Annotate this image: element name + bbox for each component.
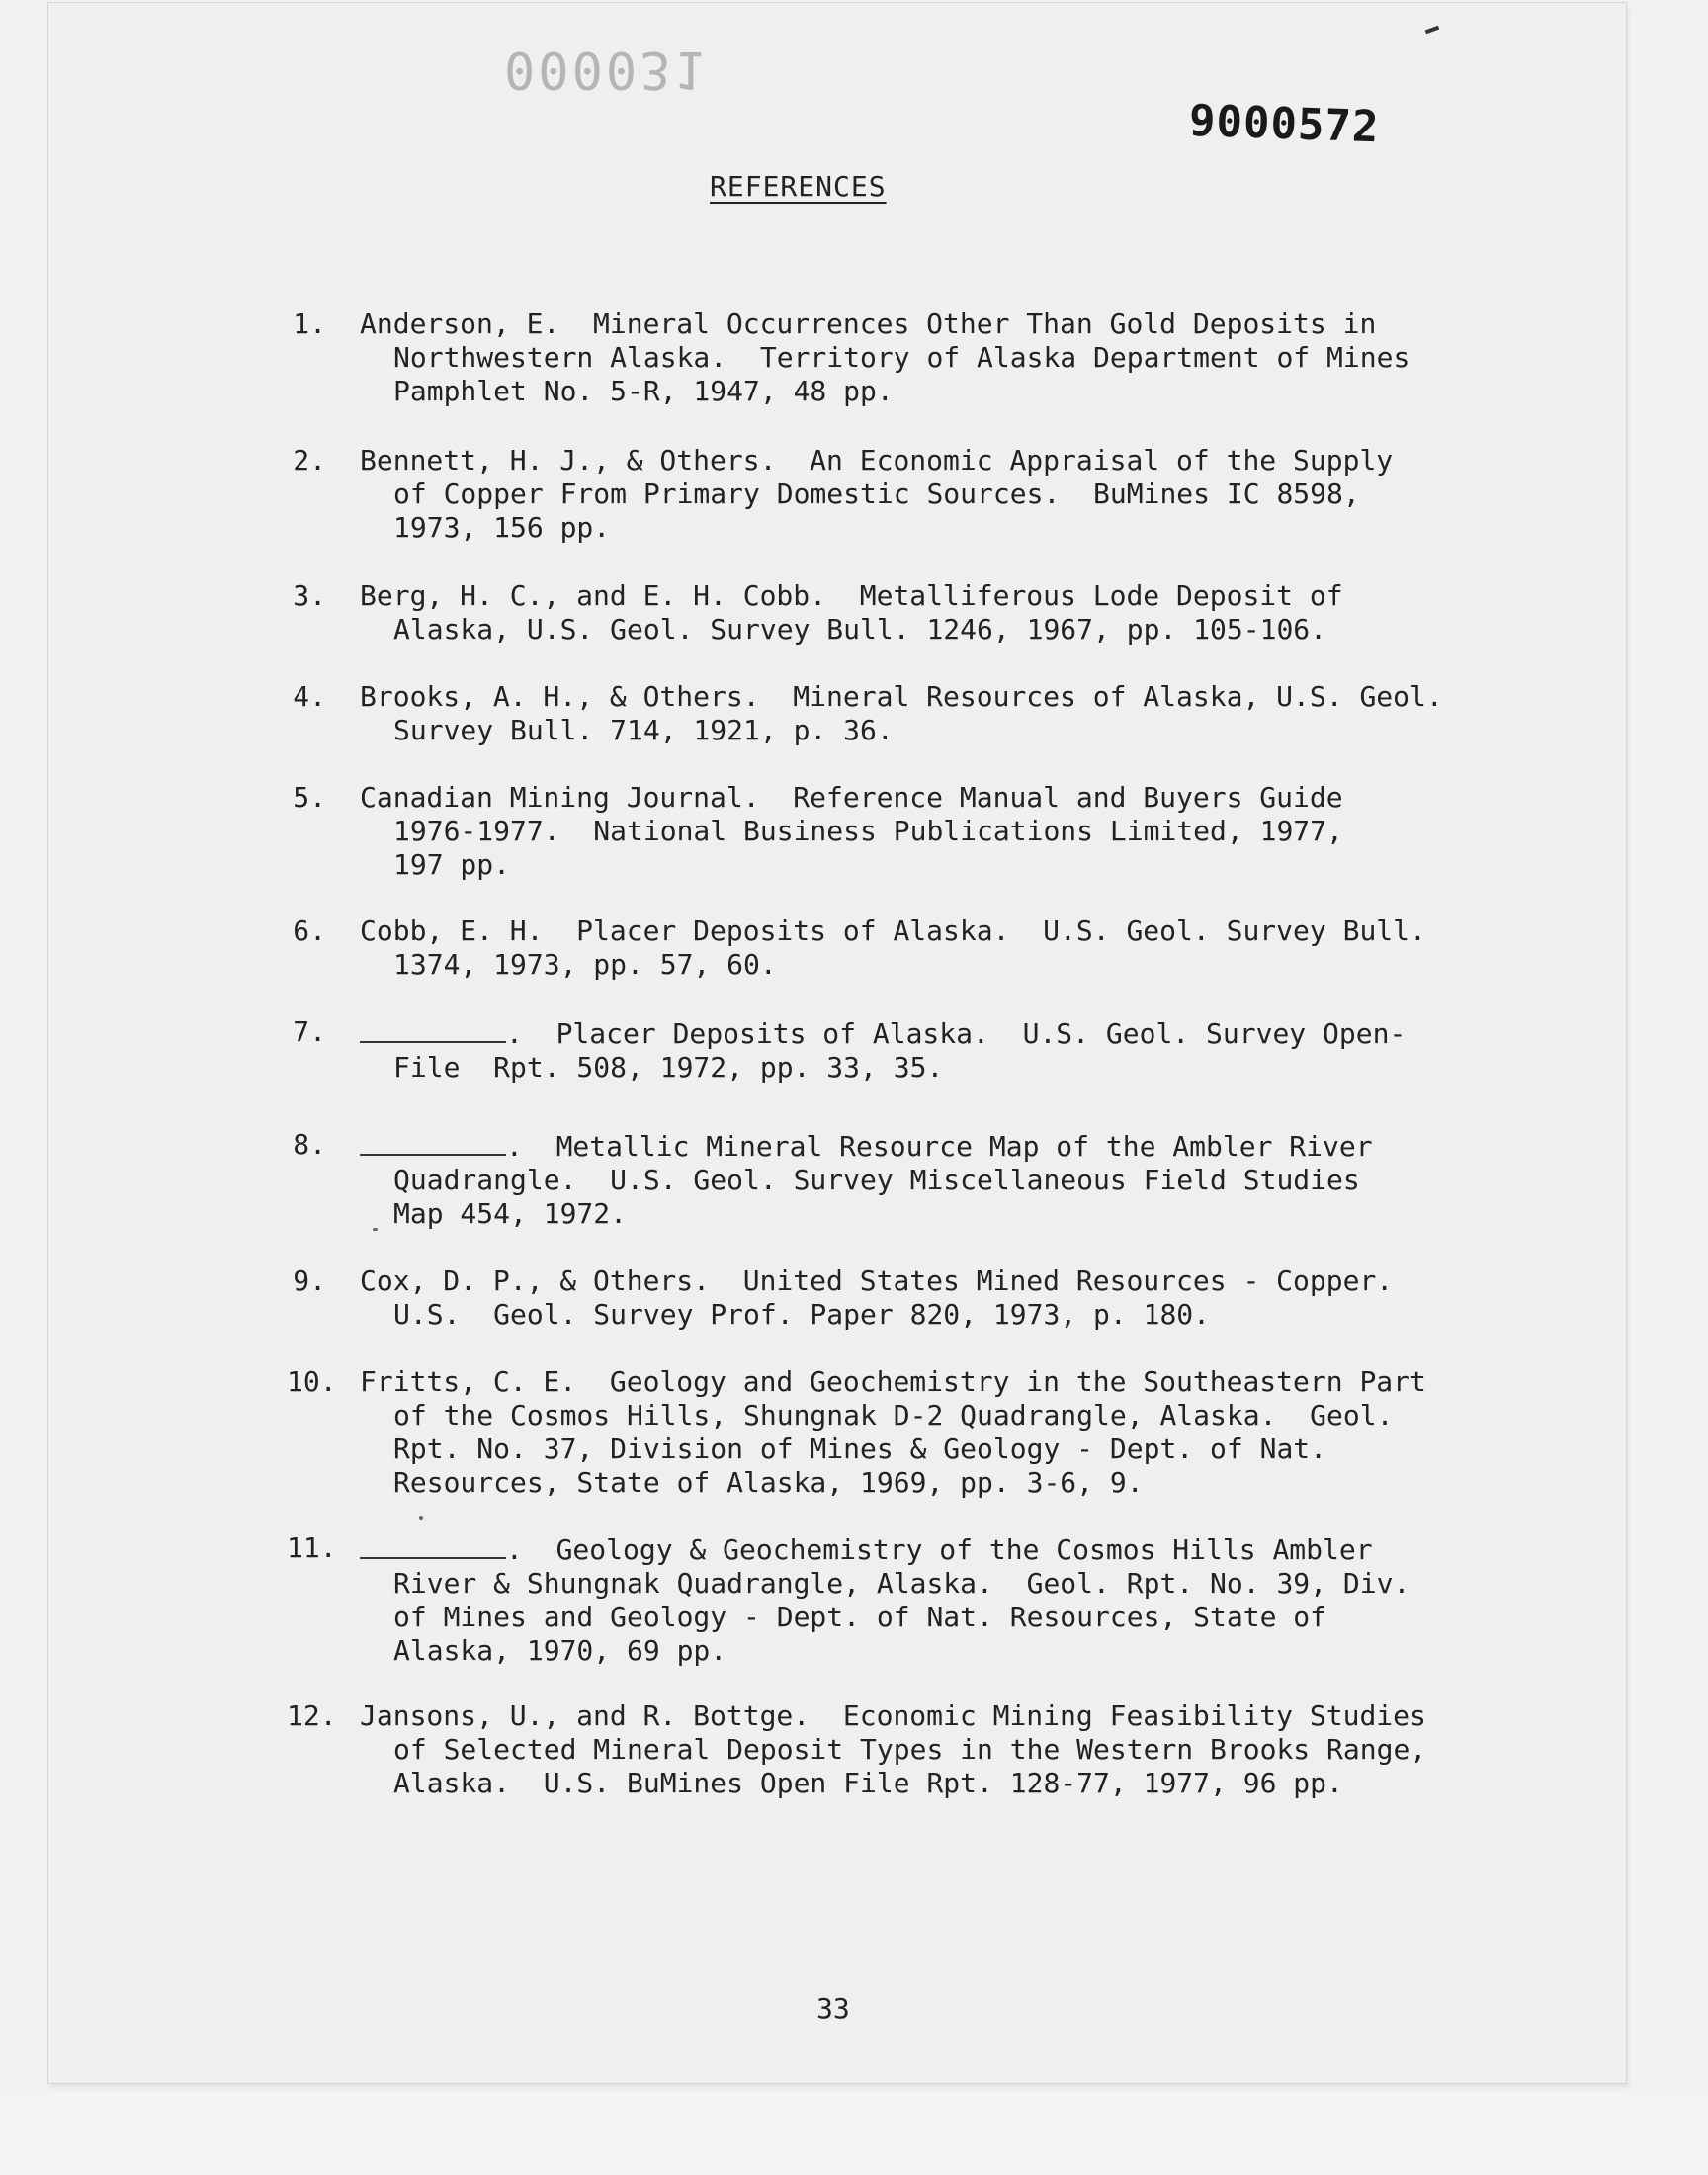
reference-number: 8. [293,1128,326,1161]
reference-line: Fritts, C. E. Geology and Geochemistry in the Southeastern Part [360,1365,1426,1398]
reference-text [360,1365,1506,1500]
reference-text [360,781,1506,882]
reference-line-tail: . Metallic Mineral Resource Map of the Ambler River [506,1130,1373,1163]
reference-line: Alaska. U.S. BuMines Open File Rpt. 128-77, 1977, 96 pp. [393,1767,1343,1799]
reference-number: 4. [293,680,326,713]
reference-number: 6. [293,914,326,947]
reference-number: 5. [293,781,326,814]
reference-line: of Selected Mineral Deposit Types in the Western Brooks Range, [393,1733,1427,1766]
reference-line: Alaska, 1970, 69 pp. [393,1634,727,1667]
reference-number: 1. [293,307,326,340]
reference-number: 12. [287,1699,337,1732]
reference-text [360,579,1506,647]
reference-line: Jansons, U., and R. Bottge. Economic Mining Feasibility Studies [360,1699,1426,1732]
reference-line: Northwestern Alaska. Territory of Alaska Department of Mines [393,341,1410,374]
reference-line [360,1531,1506,1567]
reference-line: 1976-1977. National Business Publications Limited, 1977, [393,815,1343,847]
reference-line [360,1015,1506,1051]
reference-line: Brooks, A. H., & Others. Mineral Resources of Alaska, U.S. Geol. [360,680,1443,713]
scan-speck [419,1516,423,1520]
reference-line: Cox, D. P., & Others. United States Mined Resources - Copper. [360,1264,1394,1297]
reference-line-tail: . Placer Deposits of Alaska. U.S. Geol. Survey Open- [506,1017,1407,1050]
page-title: REFERENCES [710,170,887,203]
reference-number: 11. [287,1531,337,1564]
scan-speck [373,1228,378,1231]
reference-line: Pamphlet No. 5-R, 1947, 48 pp. [393,375,894,407]
repeat-author-blank [360,1531,506,1559]
reference-line: File Rpt. 508, 1972, pp. 33, 35. [393,1051,944,1084]
reference-text [360,1699,1506,1800]
reference-line: Rpt. No. 37, Division of Mines & Geology - Dept. of Nat. [393,1433,1327,1465]
reference-line: Resources, State of Alaska, 1969, pp. 3-6, 9. [393,1466,1144,1499]
reference-line: 197 pp. [393,848,511,881]
reference-number: 2. [293,444,326,477]
page-number: 33 [816,1992,850,2025]
faint-stamp-number: 000031 [504,40,708,99]
reference-text [360,444,1506,545]
repeat-author-blank [360,1015,506,1043]
reference-line: Survey Bull. 714, 1921, p. 36. [393,714,894,746]
reference-text [360,914,1506,982]
reference-line: Quadrangle. U.S. Geol. Survey Miscellaneous Field Studies [393,1164,1360,1196]
reference-line: of Copper From Primary Domestic Sources. BuMines IC 8598, [393,478,1360,510]
reference-number: 10. [287,1365,337,1398]
reference-text [360,307,1506,408]
scan-margin [0,2094,1708,2175]
reference-text [360,1128,1506,1231]
reference-line: of the Cosmos Hills, Shungnak D-2 Quadrangle, Alaska. Geol. [393,1399,1394,1432]
repeat-author-blank [360,1128,506,1156]
reference-line: Berg, H. C., and E. H. Cobb. Metalliferous Lode Deposit of [360,579,1343,612]
reference-number: 3. [293,579,326,612]
reference-line: 1374, 1973, pp. 57, 60. [393,948,777,981]
reference-line: Anderson, E. Mineral Occurrences Other Than Gold Deposits in [360,307,1377,340]
reference-text [360,1264,1506,1332]
reference-line: 1973, 156 pp. [393,511,611,544]
reference-text [360,1015,1506,1085]
reference-line: U.S. Geol. Survey Prof. Paper 820, 1973, p. 180. [393,1298,1211,1331]
reference-number: 7. [293,1015,326,1048]
reference-line: of Mines and Geology - Dept. of Nat. Resources, State of [393,1601,1327,1633]
reference-line [360,1128,1506,1164]
reference-line: River & Shungnak Quadrangle, Alaska. Geol. Rpt. No. 39, Div. [393,1567,1410,1600]
reference-line: Bennett, H. J., & Others. An Economic Appraisal of the Supply [360,444,1394,477]
reference-line-tail: . Geology & Geochemistry of the Cosmos Hills Ambler [506,1533,1373,1566]
reference-line: Map 454, 1972. [393,1197,628,1230]
reference-line: Alaska, U.S. Geol. Survey Bull. 1246, 1967, pp. 105-106. [393,613,1327,646]
document-number-stamp: 9000572 [1188,95,1381,153]
reference-text [360,1531,1506,1668]
reference-number: 9. [293,1264,326,1297]
reference-line: Cobb, E. H. Placer Deposits of Alaska. U.S. Geol. Survey Bull. [360,914,1426,947]
reference-line: Canadian Mining Journal. Reference Manual and Buyers Guide [360,781,1343,814]
reference-text [360,680,1506,747]
